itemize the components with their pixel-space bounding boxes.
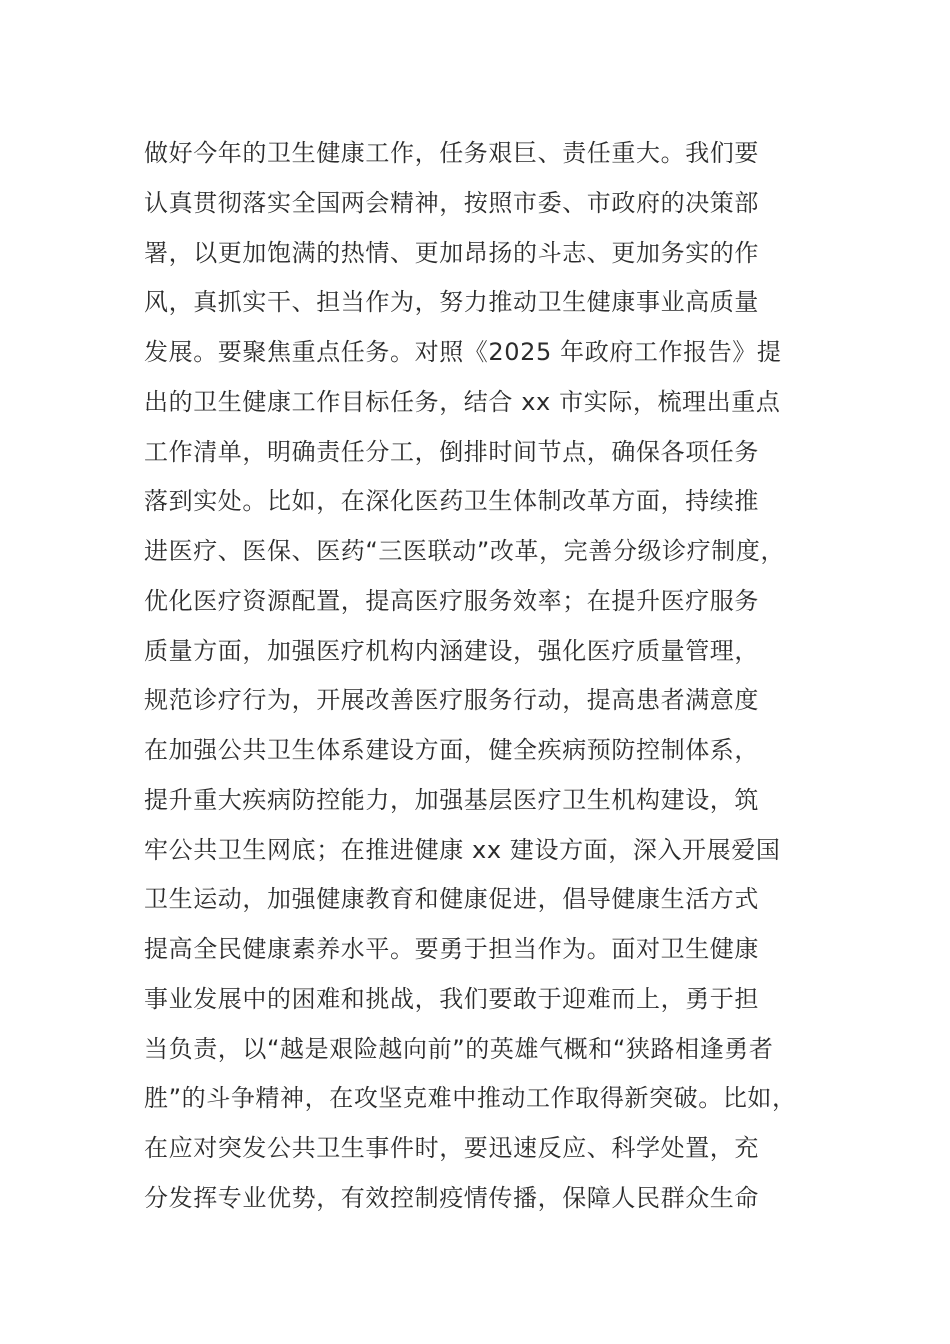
text-line: 规范诊疗行为，开展改善医疗服务行动，提高患者满意度 — [144, 686, 759, 715]
text-line: 提升重大疾病防控能力，加强基层医疗卫生机构建设，筑 — [144, 785, 759, 814]
text-line: 风，真抓实干、担当作为，努力推动卫生健康事业高质量 — [144, 288, 759, 317]
text-line: 质量方面，加强医疗机构内涵建设，强化医疗质量管理， — [144, 636, 759, 665]
text-line: 牢公共卫生网底；在推进健康 xx 建设方面，深入开展爱国 — [144, 835, 781, 864]
text-line: 在应对突发公共卫生事件时，要迅速反应、科学处置，充 — [144, 1134, 759, 1162]
text-line: 事业发展中的困难和挑战，我们要敢于迎难而上，勇于担 — [144, 984, 759, 1013]
text-line: 出的卫生健康工作目标任务，结合 xx 市实际，梳理出重点 — [144, 387, 781, 416]
text-line: 做好今年的卫生健康工作，任务艰巨、责任重大。我们要 — [144, 139, 759, 167]
text-line: 提高全民健康素养水平。要勇于担当作为。面对卫生健康 — [144, 935, 759, 963]
text-line: 胜”的斗争精神，在攻坚克难中推动工作取得新突破。比如， — [144, 1084, 797, 1113]
text-line: 落到实处。比如，在深化医药卫生体制改革方面，持续推 — [144, 487, 759, 516]
text-line: 进医疗、医保、医药“三医联动”改革，完善分级诊疗制度， — [144, 537, 786, 565]
text-line: 署，以更加饱满的热情、更加昂扬的斗志、更加务实的作 — [144, 238, 759, 267]
text-line: 在加强公共卫生体系建设方面，健全疾病预防控制体系， — [144, 736, 759, 764]
text-line: 发展。要聚焦重点任务。对照《2025 年政府工作报告》提 — [144, 338, 782, 366]
text-line: 当负责，以“越是艰险越向前”的英雄气概和“狭路相逢勇者 — [144, 1034, 774, 1063]
text-line: 认真贯彻落实全国两会精神，按照市委、市政府的决策部 — [144, 188, 759, 217]
text-line: 工作清单，明确责任分工，倒排时间节点，确保各项任务 — [144, 437, 759, 466]
text-line: 分发挥专业优势，有效控制疫情传播，保障人民群众生命 — [144, 1183, 759, 1212]
text-line: 优化医疗资源配置，提高医疗服务效率；在提升医疗服务 — [144, 586, 759, 615]
body-paragraph — [144, 129, 844, 1224]
text-line: 卫生运动，加强健康教育和健康促进，倡导健康生活方式 — [144, 885, 759, 914]
